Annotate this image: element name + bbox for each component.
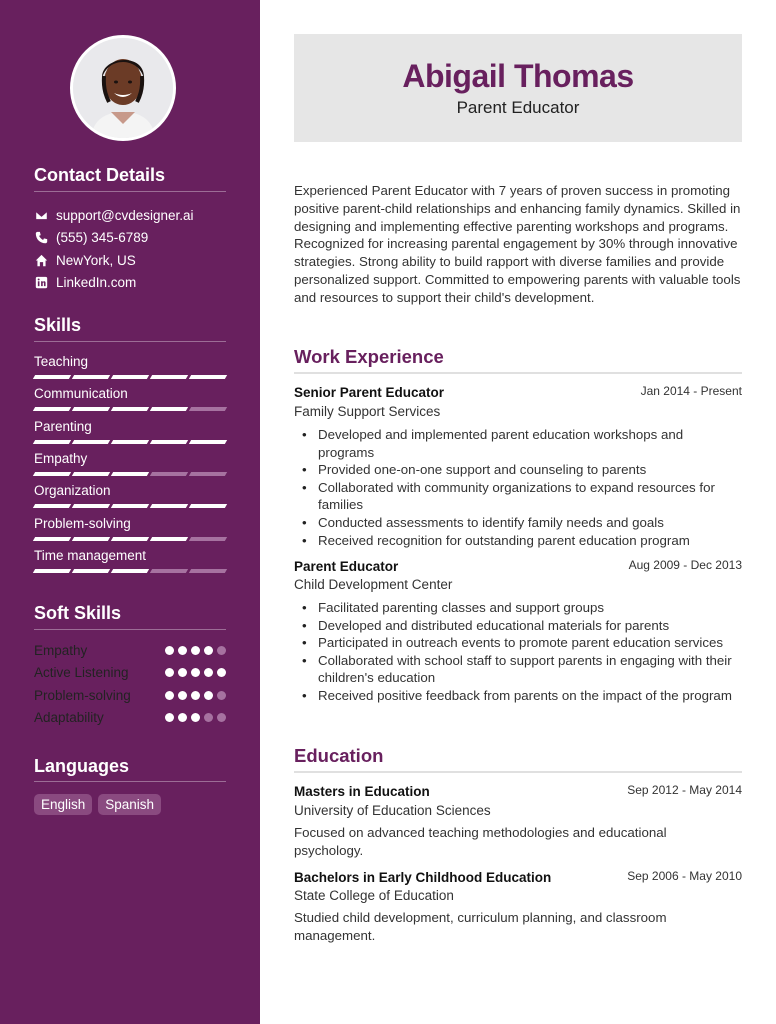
skill-label: Communication [34, 386, 128, 402]
rating-dot [165, 713, 174, 722]
skill-level-segment [33, 569, 71, 573]
avatar [70, 35, 176, 141]
skill-level-bar [34, 504, 226, 508]
language-tag: English [34, 794, 92, 815]
skill-level-bar [34, 440, 226, 444]
contact-location-text: NewYork, US [56, 252, 136, 268]
skill-item [34, 385, 226, 411]
list-item: • Received positive feedback from parents on the impact of the program [300, 687, 740, 705]
job-bullets [300, 426, 740, 549]
skill-level-segment [189, 375, 227, 379]
skill-level-segment [111, 440, 149, 444]
skill-level-segment [189, 504, 227, 508]
skill-label: Teaching [34, 354, 89, 369]
education-divider [294, 771, 742, 773]
list-item: • Collaborated with school staff to support parents in engaging with their children's education [300, 652, 740, 687]
contact-location [34, 251, 136, 269]
email-icon [34, 208, 48, 222]
list-item: • Received recognition for outstanding parent education program [300, 532, 740, 550]
soft-skill-rating [165, 691, 226, 700]
skill-level-segment [33, 407, 71, 411]
rating-dot [204, 646, 213, 655]
skill-level-segment [150, 537, 188, 541]
job-title: Parent Educator [294, 559, 399, 574]
profile-photo [73, 38, 173, 138]
rating-dot [191, 668, 200, 677]
skill-level-segment [150, 407, 188, 411]
skills-section-title: Skills [34, 315, 82, 335]
skill-label: Parenting [34, 418, 92, 434]
contact-linkedin[interactable] [34, 273, 136, 291]
skill-level-segment [111, 375, 149, 379]
contact-phone-text: (555) 345-6789 [56, 229, 149, 245]
job-company: Child Development Center [294, 577, 453, 592]
rating-dot [204, 691, 213, 700]
skill-level-segment [72, 537, 110, 541]
rating-dot [165, 691, 174, 700]
skill-level-segment [33, 375, 71, 379]
list-item: • Developed and distributed educational materials for parents [300, 617, 740, 635]
work-section-title: Work Experience [294, 346, 444, 367]
skill-level-segment [189, 407, 227, 411]
rating-dot [191, 646, 200, 655]
soft-skill-label: Adaptability [34, 710, 104, 725]
contact-email[interactable] [34, 206, 194, 224]
skill-level-bar [34, 537, 226, 541]
skill-level-segment [150, 375, 188, 379]
rating-dot [217, 691, 226, 700]
rating-dot [191, 691, 200, 700]
rating-dot [217, 713, 226, 722]
skill-level-segment [189, 569, 227, 573]
skill-level-segment [189, 472, 227, 476]
skill-level-segment [72, 407, 110, 411]
job-bullets [300, 599, 740, 705]
skill-item [34, 418, 226, 444]
skill-level-bar [34, 472, 226, 476]
skill-level-bar [34, 407, 226, 411]
soft-skill-rating [165, 713, 226, 722]
languages-divider [34, 781, 226, 782]
rating-dot [178, 691, 187, 700]
soft-skill-rating [165, 668, 226, 677]
list-item: • Facilitated parenting classes and support groups [300, 599, 740, 617]
skill-level-segment [33, 472, 71, 476]
rating-dot [217, 646, 226, 655]
job-company: Family Support Services [294, 404, 441, 419]
phone-icon [34, 230, 48, 244]
list-item: • Provided one-on-one support and counseling to parents [300, 461, 740, 479]
skill-level-segment [111, 537, 149, 541]
skill-level-segment [111, 569, 149, 573]
rating-dot [191, 713, 200, 722]
languages-section-title: Languages [34, 756, 130, 776]
candidate-role: Parent Educator [456, 98, 580, 117]
skill-level-segment [72, 472, 110, 476]
degree-date: Sep 2006 - May 2010 [627, 869, 742, 883]
soft-skill-item [34, 709, 226, 727]
school-name: State College of Education [294, 888, 454, 903]
skill-item [34, 353, 226, 379]
soft-skill-item [34, 686, 226, 704]
skill-level-segment [33, 440, 71, 444]
profile-summary: Experienced Parent Educator with 7 years of proven success in promoting positive parent-child relationships and enhancing family dynamics. Skilled in designing and implementing effective parenting workshops and programs. Recognized for increasing parental engagement by 30% through innovative strategies. Strong ability to build rapport with diverse families and provide personalized support. Committed to empowering parents with valuable tools and resources to support their child's development. [294, 183, 741, 305]
skill-level-bar [34, 375, 226, 379]
work-divider [294, 372, 742, 374]
rating-dot [165, 646, 174, 655]
languages-list [34, 794, 161, 815]
rating-dot [178, 713, 187, 722]
degree-description: Focused on advanced teaching methodologies and educational psychology. [294, 825, 667, 858]
skill-level-segment [33, 537, 71, 541]
contact-linkedin-text: LinkedIn.com [56, 274, 137, 290]
skill-item [34, 547, 226, 573]
skill-level-segment [150, 569, 188, 573]
skill-item [34, 450, 226, 476]
skill-level-segment [72, 504, 110, 508]
job-date: Jan 2014 - Present [640, 384, 742, 398]
rating-dot [204, 713, 213, 722]
rating-dot [204, 668, 213, 677]
linkedin-icon [34, 275, 48, 289]
skill-level-segment [189, 537, 227, 541]
contact-divider [34, 191, 226, 192]
skill-level-segment [150, 504, 188, 508]
skill-level-segment [111, 472, 149, 476]
soft-skill-label: Problem-solving [34, 687, 131, 703]
contact-phone[interactable] [34, 228, 148, 246]
sidebar [0, 0, 260, 1024]
skill-level-segment [72, 440, 110, 444]
candidate-name: Abigail Thomas [402, 58, 634, 94]
soft-skill-item [34, 664, 226, 682]
soft-skill-label: Active Listening [34, 665, 129, 680]
job-date: Aug 2009 - Dec 2013 [628, 558, 742, 572]
list-item: • Collaborated with community organizations to expand resources for families [300, 479, 740, 514]
skill-level-segment [33, 504, 71, 508]
list-item: • Developed and implemented parent education workshops and programs [300, 426, 740, 461]
education-section-title: Education [294, 745, 384, 766]
skill-label: Empathy [34, 450, 88, 466]
skill-label: Organization [34, 483, 111, 499]
skill-item [34, 482, 226, 508]
skill-label: Time management [34, 547, 147, 563]
soft-skills-divider [34, 629, 226, 630]
skill-level-segment [72, 375, 110, 379]
home-icon [34, 253, 48, 267]
skill-level-segment [111, 407, 149, 411]
degree-title: Masters in Education [294, 784, 430, 799]
skill-level-segment [189, 440, 227, 444]
rating-dot [217, 668, 226, 677]
list-item: • Participated in outreach events to promote parent education services [300, 634, 740, 652]
contact-section-title: Contact Details [34, 165, 166, 185]
contact-email-text: support@cvdesigner.ai [56, 207, 194, 223]
soft-skill-item [34, 641, 226, 659]
list-item: • Conducted assessments to identify family needs and goals [300, 514, 740, 532]
soft-skill-rating [165, 646, 226, 655]
rating-dot [178, 668, 187, 677]
skill-level-segment [72, 569, 110, 573]
skill-level-segment [150, 472, 188, 476]
header [294, 34, 742, 142]
degree-title: Bachelors in Early Childhood Education [294, 870, 552, 885]
skills-divider [34, 341, 226, 342]
degree-description: Studied child development, curriculum planning, and classroom management. [294, 910, 667, 943]
soft-skills-section-title: Soft Skills [34, 603, 122, 623]
skill-label: Problem-solving [34, 515, 131, 531]
skill-level-bar [34, 569, 226, 573]
skill-item [34, 515, 226, 541]
soft-skill-label: Empathy [34, 642, 88, 658]
language-tag: Spanish [98, 794, 161, 815]
job-title: Senior Parent Educator [294, 385, 445, 400]
skill-level-segment [150, 440, 188, 444]
degree-date: Sep 2012 - May 2014 [627, 783, 742, 797]
rating-dot [165, 668, 174, 677]
rating-dot [178, 646, 187, 655]
skill-level-segment [111, 504, 149, 508]
school-name: University of Education Sciences [294, 803, 491, 818]
